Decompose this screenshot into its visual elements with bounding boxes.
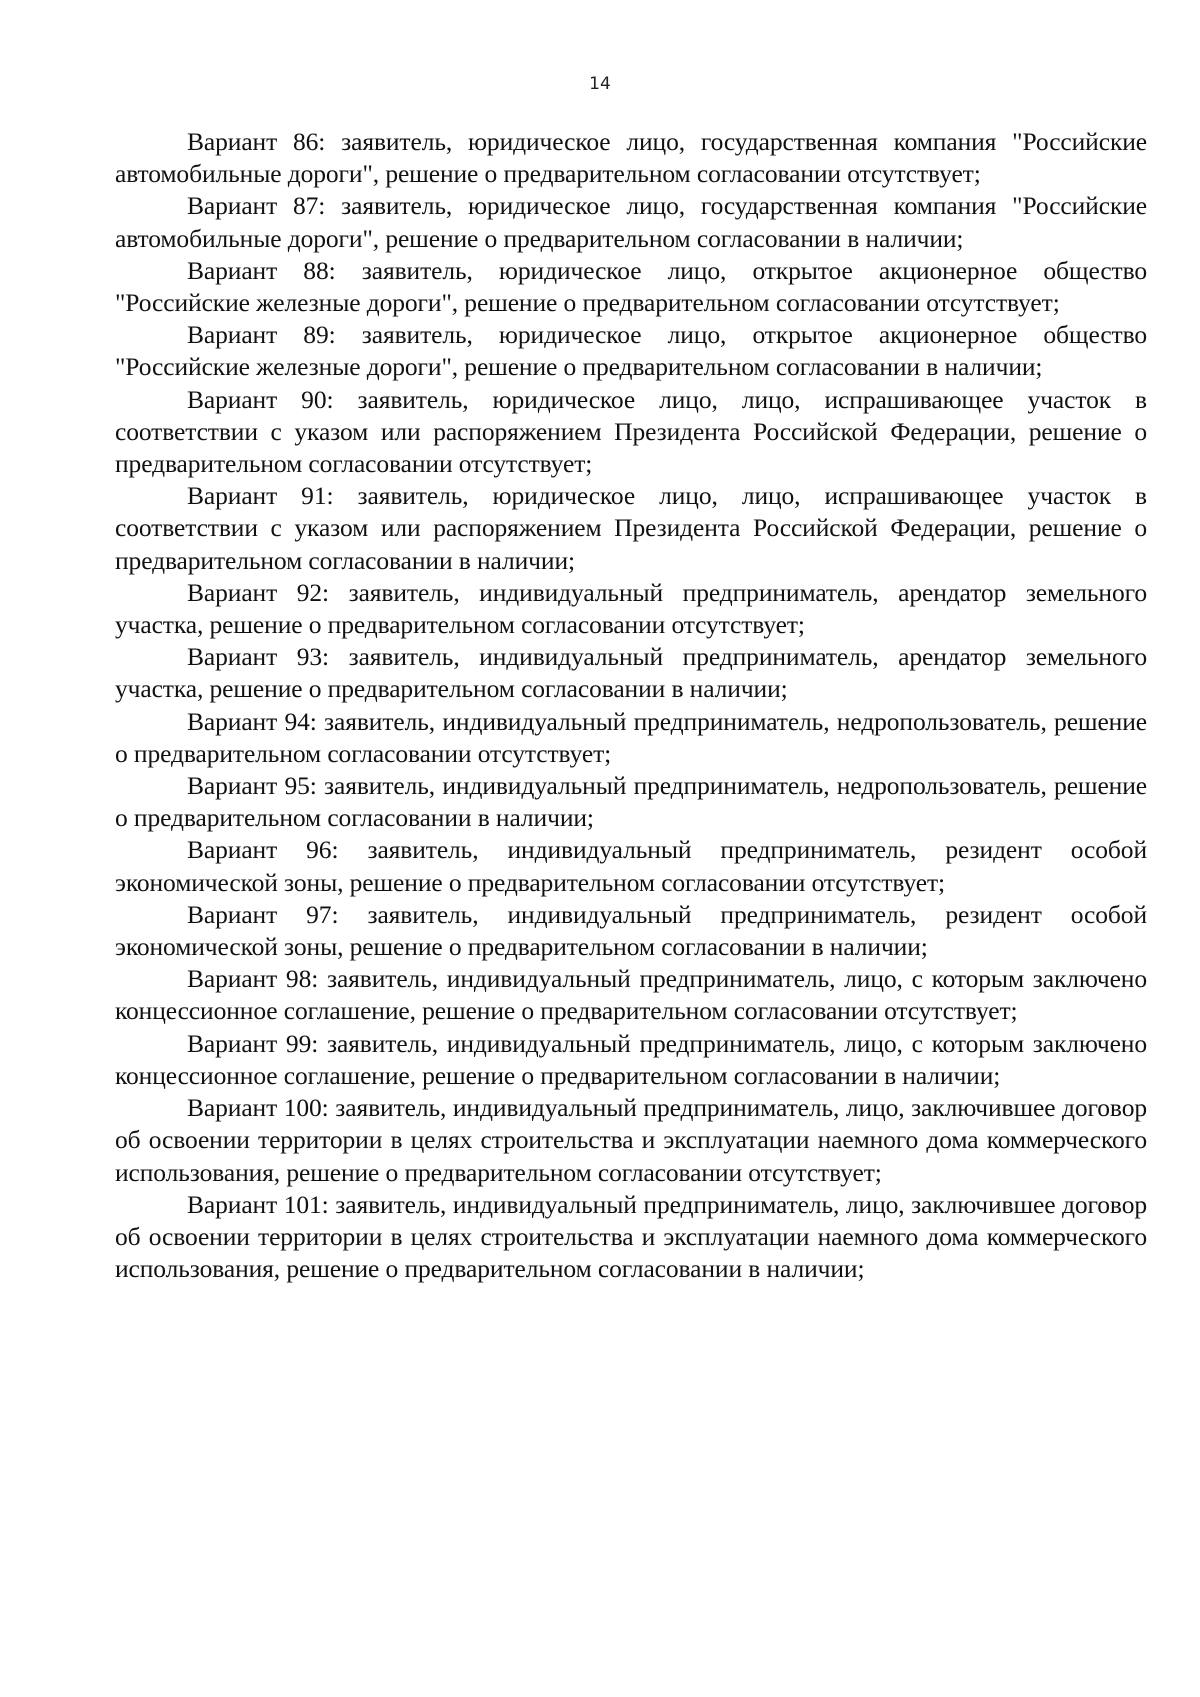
paragraph-variant-94: Вариант 94: заявитель, индивидуальный предприниматель, недропользователь, решение о предварительном согласовании отсутствует; [115,706,1147,768]
paragraph-variant-101: Вариант 101: заявитель, индивидуальный предприниматель, лицо, заключившее договор об освоении территории в целях строительства и эксплуатации наемного дома коммерческого использования, решение о предварительном согласовании в наличии; [115,1189,1147,1284]
paragraph-variant-96: Вариант 96: заявитель, индивидуальный предприниматель, резидент особой экономической зоны, решение о предварительном согласовании отсутствует; [115,835,1147,897]
paragraph-variant-99: Вариант 99: заявитель, индивидуальный предприниматель, лицо, с которым заключено концессионное соглашение, решение о предварительном согласовании в наличии; [115,1028,1147,1090]
paragraph-variant-97: Вариант 97: заявитель, индивидуальный предприниматель, резидент особой экономической зоны, решение о предварительном согласовании в наличии; [115,899,1147,962]
paragraph-variant-87: Вариант 87: заявитель, юридическое лицо, государственная компания "Российские автомобильные дороги", решение о предварительном согласовании в наличии; [115,191,1147,253]
paragraph-variant-86: Вариант 86: заявитель, юридическое лицо, государственная компания "Российские автомобильные дороги", решение о предварительном согласовании отсутствует; [115,127,1147,189]
paragraph-variant-89: Вариант 89: заявитель, юридическое лицо, открытое акционерное общество "Российские железные дороги", решение о предварительном согласовании в наличии; [115,320,1147,382]
page-number: 14 [589,74,611,94]
document-body [115,126,1147,1285]
paragraph-variant-88: Вариант 88: заявитель, юридическое лицо, открытое акционерное общество "Российские железные дороги", решение о предварительном согласовании отсутствует; [115,255,1147,318]
paragraph-variant-98: Вариант 98: заявитель, индивидуальный предприниматель, лицо, с которым заключено концессионное соглашение, решение о предварительном согласовании отсутствует; [115,964,1147,1026]
paragraph-variant-90: Вариант 90: заявитель, юридическое лицо, лицо, испрашивающее участок в соответствии с указом или распоряжением Президента Российской Федерации, решение о предварительном согласовании отсутствует; [115,384,1147,479]
paragraph-variant-92: Вариант 92: заявитель, индивидуальный предприниматель, арендатор земельного участка, решение о предварительном согласовании отсутствует; [115,577,1147,640]
paragraph-variant-100: Вариант 100: заявитель, индивидуальный предприниматель, лицо, заключившее договор об освоении территории в целях строительства и эксплуатации наемного дома коммерческого использования, решение о предварительном согласовании отсутствует; [115,1093,1147,1187]
paragraph-variant-91: Вариант 91: заявитель, юридическое лицо, лицо, испрашивающее участок в соответствии с указом или распоряжением Президента Российской Федерации, решение о предварительном согласовании в наличии; [115,481,1147,575]
paragraph-variant-95: Вариант 95: заявитель, индивидуальный предприниматель, недропользователь, решение о предварительном согласовании в наличии; [115,771,1147,833]
paragraph-variant-93: Вариант 93: заявитель, индивидуальный предприниматель, арендатор земельного участка, решение о предварительном согласовании в наличии; [115,642,1147,704]
